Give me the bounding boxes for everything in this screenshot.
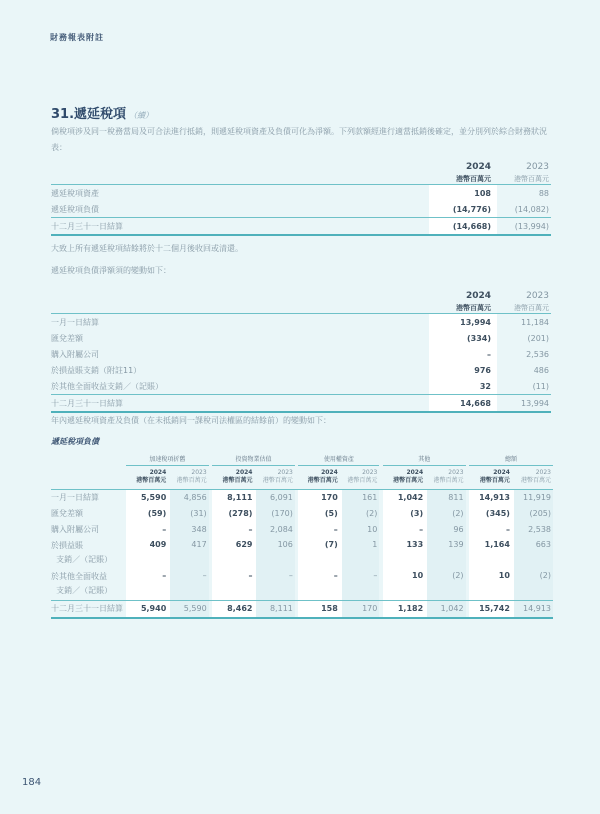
table-row — [51, 314, 551, 331]
value-cell: 4,856 — [170, 489, 208, 506]
net-position-table — [51, 160, 551, 236]
year-unit-2023: 2023 港幣百萬元 — [256, 466, 294, 490]
year-header-row — [51, 466, 553, 490]
group-header: 總額 — [469, 452, 553, 466]
year-unit-2024: 2024 港幣百萬元 — [469, 466, 514, 490]
value-cell: 10 — [469, 569, 514, 601]
total-row — [51, 218, 551, 236]
row-label: 一月一日結算 — [51, 317, 99, 327]
table-row — [51, 569, 553, 601]
group-header: 使用權資產 — [298, 452, 379, 466]
value-cell: 8,462 — [212, 600, 256, 618]
value-cell: – — [383, 522, 427, 538]
value-cell: – — [298, 522, 341, 538]
value-cell: 170 — [298, 489, 341, 506]
row-label: 於損益賬 支銷／（記賬） — [51, 540, 113, 564]
value-cell: – — [469, 522, 514, 538]
table-row — [51, 522, 553, 538]
year-unit-2023: 2023 港幣百萬元 — [342, 466, 380, 490]
value-cell: 10 — [342, 522, 380, 538]
row-label: 十二月三十一日結算 — [51, 218, 429, 236]
row-label: 遞延稅項資產 — [51, 188, 99, 198]
year-unit-2023: 2023 港幣百萬元 — [514, 466, 553, 490]
value-cell: 8,111 — [212, 489, 256, 506]
row-label: 於其他全面收益支銷／（記賬） — [51, 381, 163, 391]
row-label: 購入附屬公司 — [51, 349, 99, 359]
group-header-row — [51, 452, 553, 466]
year-2024-header: 2024 — [465, 161, 491, 172]
value-cell: 8,111 — [256, 600, 294, 618]
value-cell: (7) — [298, 538, 341, 569]
value-2024: (14,668) — [429, 218, 497, 236]
value-2023: 11,184 — [521, 317, 549, 327]
value-cell: 15,742 — [469, 600, 514, 618]
value-cell: – — [256, 569, 294, 601]
value-2023: 486 — [533, 365, 549, 375]
value-2024: (14,776) — [429, 201, 497, 218]
value-cell: 1,042 — [427, 600, 465, 618]
value-2023: (11) — [532, 381, 549, 391]
value-cell: 96 — [427, 522, 465, 538]
value-cell: (278) — [212, 506, 256, 522]
value-cell: – — [342, 569, 380, 601]
table-row — [51, 489, 553, 506]
row-label: 匯兌差額 — [51, 508, 83, 518]
row-label: 遞延稅項負債 — [51, 204, 99, 214]
section-title — [51, 103, 153, 122]
continued-label: （續） — [129, 111, 154, 120]
group-header: 加速稅項折舊 — [126, 452, 209, 466]
value-cell: (5) — [298, 506, 341, 522]
table-row — [51, 362, 551, 378]
value-2024: 108 — [429, 185, 497, 202]
value-cell: (345) — [469, 506, 514, 522]
value-2023: 13,994 — [497, 395, 551, 413]
gross-movement-note: 年內遞延稅項資產及負債（在未抵銷同一課稅司法權區的結餘前）的變動如下： — [51, 416, 331, 425]
row-label: 於其他全面收益 支銷／（記賬） — [51, 571, 113, 595]
value-cell: 14,913 — [514, 600, 553, 618]
value-2023: 88 — [538, 188, 549, 198]
value-cell: (2) — [427, 506, 465, 522]
value-cell: 161 — [342, 489, 380, 506]
value-2024: – — [429, 346, 497, 362]
value-cell: 2,538 — [514, 522, 553, 538]
value-cell: – — [170, 569, 208, 601]
year-2023-header: 2023 — [526, 290, 549, 301]
value-2024: 13,994 — [429, 314, 497, 331]
running-header: 財務報表附註 — [50, 33, 104, 42]
value-cell: 11,919 — [514, 489, 553, 506]
year-unit-2023: 2023 港幣百萬元 — [427, 466, 465, 490]
row-label: 十二月三十一日結算 — [51, 395, 429, 413]
movement-note: 遞延稅項負債淨額須的變動如下： — [51, 266, 171, 275]
value-cell: 811 — [427, 489, 465, 506]
value-cell: 106 — [256, 538, 294, 569]
value-cell: 1,182 — [383, 600, 427, 618]
value-cell: 2,084 — [256, 522, 294, 538]
year-unit-2024: 2024 港幣百萬元 — [126, 466, 170, 490]
row-label: 十二月三十一日結算 — [51, 600, 126, 618]
movement-table — [51, 289, 551, 413]
total-row — [51, 600, 553, 618]
total-row — [51, 395, 551, 413]
table-row — [51, 378, 551, 395]
intro-paragraph: 倘稅項涉及同一稅務當局及可合法進行抵銷，則遞延稅項資產及負債可化為淨額。下列款額經進行適當抵銷後確定，並分別列於綜合財務狀況表： — [51, 127, 547, 152]
value-cell: 14,913 — [469, 489, 514, 506]
year-unit-2024: 2024 港幣百萬元 — [383, 466, 427, 490]
value-cell: 409 — [126, 538, 170, 569]
table-row — [51, 330, 551, 346]
table-row — [51, 185, 551, 202]
unit-2024: 港幣百萬元 — [429, 302, 497, 314]
value-2024: 976 — [429, 362, 497, 378]
year-unit-2023: 2023 港幣百萬元 — [170, 466, 208, 490]
value-cell: (31) — [170, 506, 208, 522]
year-2023-header: 2023 — [526, 161, 549, 172]
value-cell: 1,164 — [469, 538, 514, 569]
value-cell: – — [212, 522, 256, 538]
value-2023: (14,082) — [514, 204, 549, 214]
value-cell: 5,590 — [170, 600, 208, 618]
value-cell: – — [212, 569, 256, 601]
value-cell: 5,940 — [126, 600, 170, 618]
unit-2023: 港幣百萬元 — [497, 302, 551, 314]
value-cell: 133 — [383, 538, 427, 569]
value-cell: 5,590 — [126, 489, 170, 506]
value-cell: – — [298, 569, 341, 601]
table-row — [51, 201, 551, 218]
value-cell: (59) — [126, 506, 170, 522]
value-cell: 139 — [427, 538, 465, 569]
row-label: 匯兌差額 — [51, 333, 83, 343]
group-header: 其他 — [383, 452, 466, 466]
subheading-deferred-tax-liabilities: 遞延稅項負債 — [51, 437, 99, 446]
table-row — [51, 538, 553, 569]
group-header: 投資物業估值 — [212, 452, 295, 466]
value-2024: 14,668 — [429, 395, 497, 413]
table-row — [51, 506, 553, 522]
table-row — [51, 346, 551, 362]
value-2024: (334) — [429, 330, 497, 346]
value-2023: (13,994) — [497, 218, 551, 236]
value-cell: (2) — [342, 506, 380, 522]
value-cell: 417 — [170, 538, 208, 569]
value-cell: (170) — [256, 506, 294, 522]
recovery-note: 大致上所有遞延稅項結餘將於十二個月後收回或清還。 — [51, 244, 243, 253]
row-label: 於損益賬支銷（附註11） — [51, 365, 142, 375]
value-cell: 629 — [212, 538, 256, 569]
year-unit-2024: 2024 港幣百萬元 — [298, 466, 341, 490]
value-cell: 1 — [342, 538, 380, 569]
row-label: 購入附屬公司 — [51, 524, 99, 534]
year-unit-2024: 2024 港幣百萬元 — [212, 466, 256, 490]
value-cell: (3) — [383, 506, 427, 522]
value-2023: 2,536 — [526, 349, 549, 359]
year-2024-header: 2024 — [465, 290, 491, 301]
value-cell: 170 — [342, 600, 380, 618]
liabilities-by-category-table — [51, 452, 553, 619]
value-cell: 10 — [383, 569, 427, 601]
value-cell: – — [126, 522, 170, 538]
value-2024: 32 — [429, 378, 497, 395]
value-cell: 1,042 — [383, 489, 427, 506]
value-cell: 348 — [170, 522, 208, 538]
value-cell: 663 — [514, 538, 553, 569]
value-cell: 158 — [298, 600, 341, 618]
row-label: 一月一日結算 — [51, 492, 99, 502]
value-cell: (2) — [427, 569, 465, 601]
value-cell: (2) — [514, 569, 553, 601]
value-cell: 6,091 — [256, 489, 294, 506]
value-cell: (205) — [514, 506, 553, 522]
unit-2023: 港幣百萬元 — [497, 173, 551, 185]
value-2023: (201) — [527, 333, 549, 343]
value-cell: – — [126, 569, 170, 601]
page-number: 184 — [22, 777, 42, 788]
unit-2024: 港幣百萬元 — [429, 173, 497, 185]
section-title-text: 31.遞延稅項 — [51, 107, 127, 122]
